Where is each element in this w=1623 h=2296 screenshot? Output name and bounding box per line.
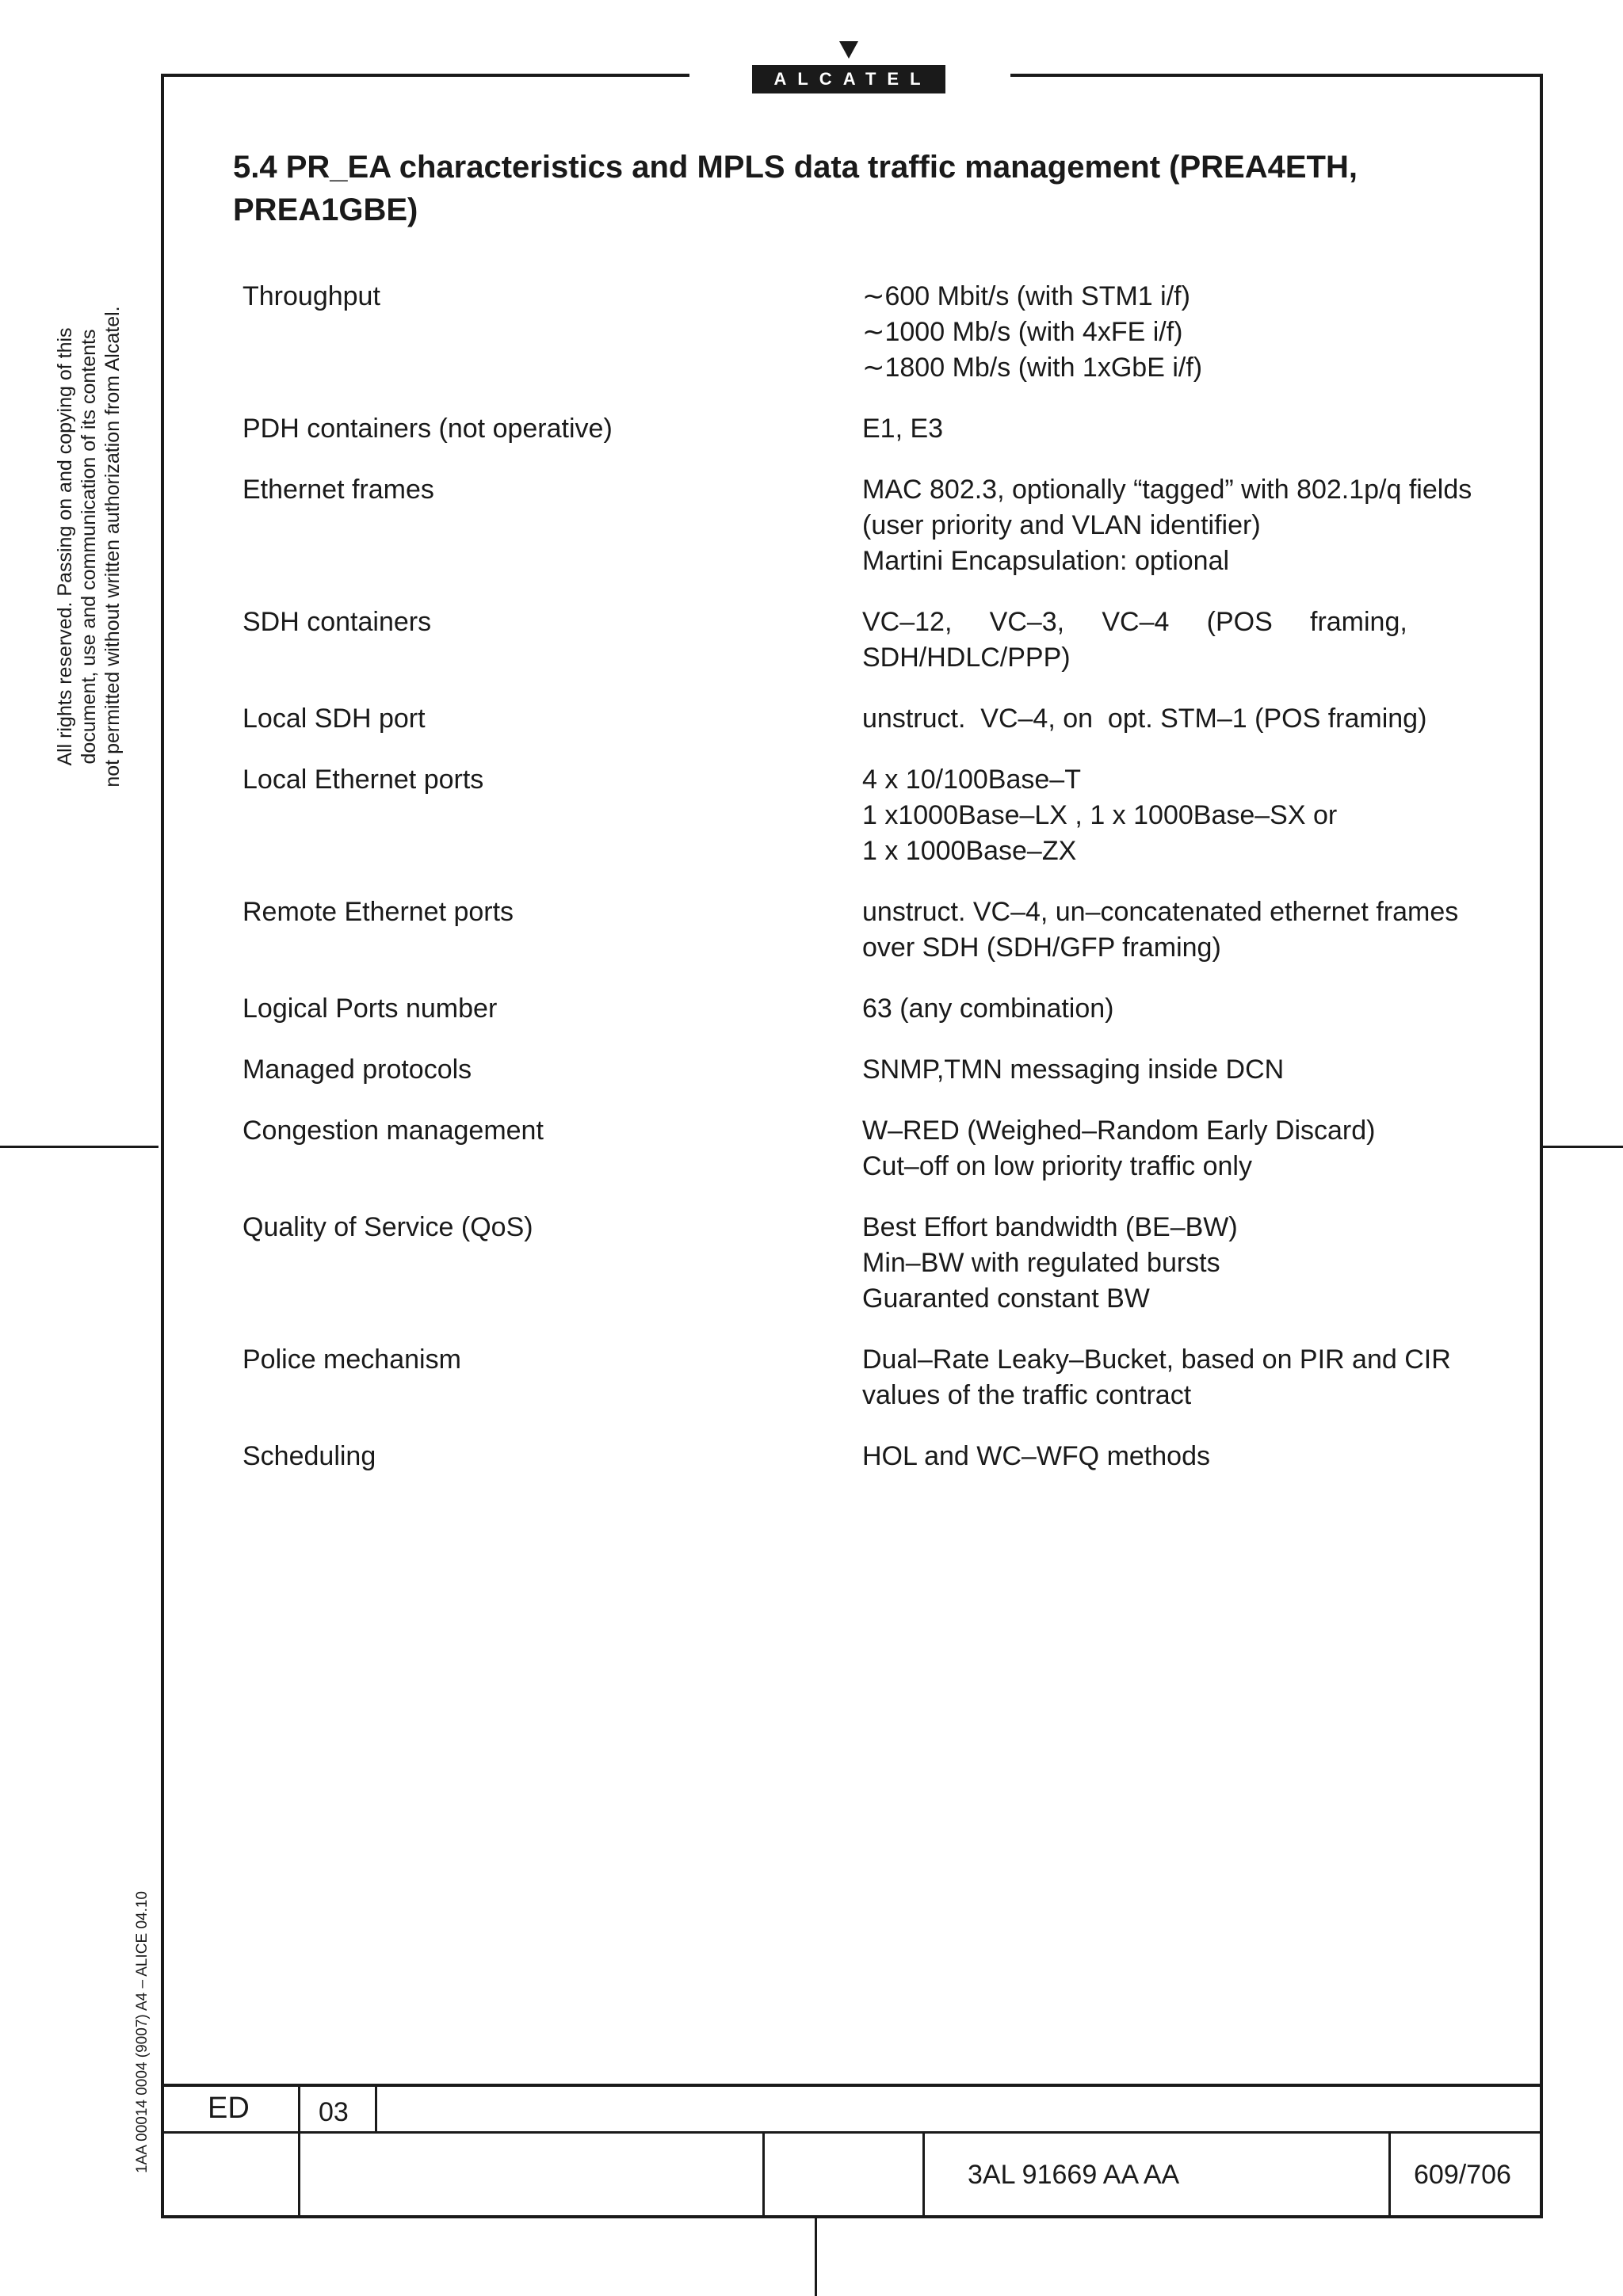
spec-value-line: 1 x 1000Base–ZX xyxy=(862,836,1077,866)
spec-value-line: 4 x 10/100Base–T xyxy=(862,765,1081,795)
spec-row xyxy=(242,1052,1463,1088)
spec-value-line: SDH/HDLC/PPP) xyxy=(862,643,1071,673)
footer-divider xyxy=(922,2131,925,2218)
spec-value-line: E1, E3 xyxy=(862,414,944,444)
footer-divider xyxy=(762,2131,765,2218)
spec-value-line: Guaranted constant BW xyxy=(862,1283,1150,1314)
spec-value-line: unstruct. VC–4, un–concatenated ethernet frames xyxy=(862,897,1459,927)
spec-value-line: Cut–off on low priority traffic only xyxy=(862,1151,1252,1181)
spec-label: Local SDH port xyxy=(242,704,426,734)
rights-notice xyxy=(53,246,124,848)
spec-value xyxy=(862,279,1465,386)
spec-value-line: Martini Encapsulation: optional xyxy=(862,546,1230,576)
spec-value-line: Min–BW with regulated bursts xyxy=(862,1248,1220,1278)
section-title xyxy=(233,146,1469,231)
spec-value xyxy=(862,894,1465,966)
spec-value-line: ∼600 Mbit/s (with STM1 i/f) xyxy=(862,281,1190,311)
spec-row xyxy=(242,472,1472,579)
rights-line-2: document, use and communication of its contents xyxy=(78,329,100,765)
spec-row xyxy=(242,701,1463,737)
spec-label: Quality of Service (QoS) xyxy=(242,1212,533,1242)
spec-value-line: values of the traffic contract xyxy=(862,1380,1192,1410)
spec-row xyxy=(242,1210,1463,1317)
spec-value-line: (user priority and VLAN identifier) xyxy=(862,510,1261,540)
spec-value-line: SNMP,TMN messaging inside DCN xyxy=(862,1055,1285,1085)
spec-row xyxy=(242,762,1463,869)
spec-value-line: W–RED (Weighed–Random Early Discard) xyxy=(862,1116,1376,1146)
spec-value-line: unstruct. VC–4, on opt. STM–1 (POS framing) xyxy=(862,704,1427,734)
logo-triangle-icon xyxy=(839,41,858,59)
page-number: 609/706 xyxy=(1414,2160,1511,2190)
spec-value xyxy=(862,605,1465,676)
section-title-line-2: PREA1GBE) xyxy=(233,193,418,227)
spec-label: Local Ethernet ports xyxy=(242,765,484,795)
frame-top-left-line xyxy=(161,74,689,77)
spec-value-line: over SDH (SDH/GFP framing) xyxy=(862,933,1221,963)
section-title-line-1: 5.4 PR_EA characteristics and MPLS data traffic management (PREA4ETH, xyxy=(233,150,1358,185)
footer-divider xyxy=(1388,2131,1391,2218)
form-code: 1AA 00014 0004 (9007) A4 – ALICE 04.10 xyxy=(134,1891,151,2174)
footer-divider xyxy=(375,2084,377,2133)
spec-label: Congestion management xyxy=(242,1116,544,1146)
spec-value xyxy=(862,701,1465,737)
spec-value xyxy=(862,1439,1465,1474)
spec-row xyxy=(242,411,1463,447)
spec-label: Remote Ethernet ports xyxy=(242,897,514,927)
spec-value-line: Best Effort bandwidth (BE–BW) xyxy=(862,1212,1238,1242)
spec-label: Ethernet frames xyxy=(242,475,434,505)
edition-number: 03 xyxy=(319,2097,349,2127)
spec-value-line: 63 (any combination) xyxy=(862,994,1114,1024)
spec-value-line: ∼1800 Mb/s (with 1xGbE i/f) xyxy=(862,353,1203,383)
spec-row xyxy=(242,991,1463,1027)
footer-divider xyxy=(298,2084,300,2218)
spec-label: Throughput xyxy=(242,281,380,311)
spec-label: SDH containers xyxy=(242,607,432,637)
spec-value-line: VC–12, VC–3, VC–4 (POS framing, xyxy=(862,607,1407,637)
document-reference: 3AL 91669 AA AA xyxy=(968,2160,1180,2190)
spec-value xyxy=(862,991,1465,1027)
rights-line-1: All rights reserved. Passing on and copying of this xyxy=(54,327,76,766)
spec-label: Logical Ports number xyxy=(242,994,498,1024)
rights-line-3: not permitted without written authorization from Alcatel. xyxy=(101,306,124,788)
footer-top-rule xyxy=(161,2084,1543,2087)
frame-top-right-line xyxy=(1010,74,1543,77)
bottom-center-mark xyxy=(815,2218,817,2296)
spec-value-line: HOL and WC–WFQ methods xyxy=(862,1441,1210,1471)
right-fold-mark xyxy=(1543,1146,1623,1148)
alcatel-logo: ALCATEL xyxy=(752,65,945,93)
spec-label: PDH containers (not operative) xyxy=(242,414,613,444)
spec-row xyxy=(242,1439,1463,1474)
spec-row xyxy=(242,605,1463,676)
spec-value xyxy=(862,472,1472,579)
edition-label: ED xyxy=(208,2092,250,2125)
spec-value-line: MAC 802.3, optionally “tagged” with 802.1p/q fields xyxy=(862,475,1472,505)
left-fold-mark xyxy=(0,1146,158,1148)
spec-row xyxy=(242,1113,1463,1184)
spec-row xyxy=(242,894,1463,966)
spec-row xyxy=(242,279,1463,386)
spec-value xyxy=(862,762,1465,869)
spec-value xyxy=(862,1052,1465,1088)
footer-mid-rule xyxy=(161,2131,1543,2134)
spec-label: Managed protocols xyxy=(242,1055,472,1085)
spec-value xyxy=(862,1342,1465,1413)
spec-row xyxy=(242,1342,1463,1413)
spec-value-line: ∼1000 Mb/s (with 4xFE i/f) xyxy=(862,317,1183,347)
spec-value xyxy=(862,411,1465,447)
spec-value xyxy=(862,1210,1465,1317)
spec-value-line: Dual–Rate Leaky–Bucket, based on PIR and CIR xyxy=(862,1344,1451,1375)
spec-table xyxy=(242,279,1472,1500)
spec-label: Scheduling xyxy=(242,1441,376,1471)
spec-label: Police mechanism xyxy=(242,1344,461,1375)
spec-value xyxy=(862,1113,1465,1184)
spec-value-line: 1 x1000Base–LX , 1 x 1000Base–SX or xyxy=(862,800,1338,830)
